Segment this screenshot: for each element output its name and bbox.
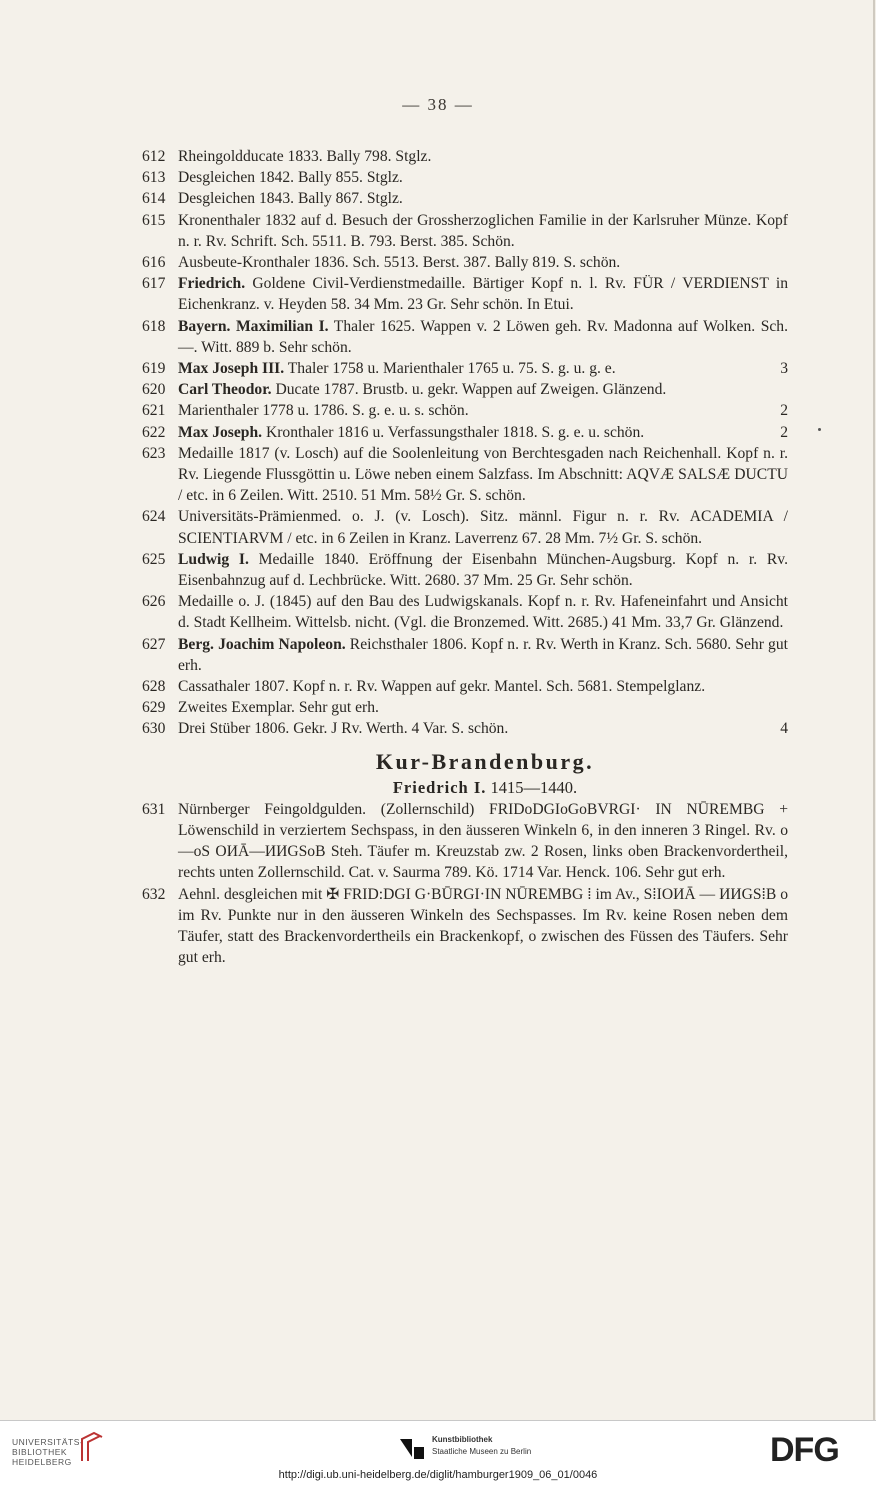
ruler-years: 1415—1440. <box>490 777 578 797</box>
university-logo-icon <box>78 1431 106 1465</box>
dfg-logo: DFG <box>770 1431 839 1469</box>
catalog-entry <box>142 273 788 315</box>
entry-label: Max Joseph. <box>178 423 263 441</box>
entry-label: Berg. Joachim Napoleon. <box>178 635 346 653</box>
entry-number: 623 <box>142 444 166 462</box>
catalog-entry <box>142 697 788 718</box>
catalog-entry <box>142 443 788 507</box>
catalog-entry <box>142 422 788 443</box>
margin-mark <box>818 428 821 431</box>
entry-count: 2 <box>780 402 788 420</box>
entry-text <box>178 358 788 379</box>
section-title: Kur-Brandenburg. <box>375 748 595 774</box>
entry-text <box>178 443 788 507</box>
entry-description: Ducate 1787. Brustb. u. gekr. Wappen auf Zweigen. Glänzend. <box>271 381 667 399</box>
entry-number: 624 <box>142 508 166 526</box>
entry-number: 629 <box>142 699 166 717</box>
catalog-entry <box>142 210 788 252</box>
entry-label: Max Joseph III. <box>178 360 285 378</box>
entry-number: 632 <box>142 885 166 903</box>
entry-number: 619 <box>142 360 166 378</box>
catalog-entry <box>142 146 788 167</box>
entry-text <box>178 697 788 718</box>
catalog-entry <box>142 718 788 739</box>
entry-count: 3 <box>780 360 788 378</box>
page-number: — 38 — <box>402 95 474 114</box>
entry-text <box>178 718 788 739</box>
catalog-entry <box>142 884 788 969</box>
entry-description: Kronthaler 1816 u. Verfassungsthaler 1818. S. g. e. u. schön. <box>262 423 645 441</box>
catalog-entry <box>142 676 788 697</box>
entry-description: Cassathaler 1807. Kopf n. r. Rv. Wappen auf gekr. Mantel. Sch. 5681. Stempelglanz. <box>178 678 706 696</box>
entry-number: 615 <box>142 211 166 229</box>
catalog-entry <box>142 591 788 633</box>
entry-number: 631 <box>142 800 166 818</box>
entry-number: 621 <box>142 402 166 420</box>
entry-text <box>178 506 788 548</box>
entry-description: Reichsthaler 1806. Kopf n. r. Rv. Werth in Kranz. Sch. 5680. Sehr gut erh. <box>178 635 788 674</box>
entry-text <box>178 316 788 358</box>
catalog-entry <box>142 252 788 273</box>
viewer-footer <box>0 1420 876 1486</box>
entry-description: Aehnl. desgleichen mit ✠ FRID:DGI G·BŪRGI·IN NŪREMBG ⁞ im Av., S⁞IOИĀ — ИИGS⁞B o im Rv. Punkte nur in den äusseren Winkeln des Sechspasses. Im Rv. keine Rosen neben dem Täufer, statt des Brackenvordertheils ein Brackenkopf, o zwischen des Füssen des Täufers. Sehr gut erh. <box>178 885 788 967</box>
catalog-entry <box>142 634 788 676</box>
entry-label: Ludwig I. <box>178 550 249 568</box>
kunstbibliothek-text: Kunstbibliothek Staatliche Museen zu Berlin <box>432 1435 532 1456</box>
entry-description: Goldene Civil-Verdienstmedaille. Bärtiger Kopf n. l. Rv. FÜR / VERDIENST in Eichenkranz. v. Heyden 58. 34 Mm. 23 Gr. Sehr schön. In Etui. <box>178 275 788 314</box>
catalog-entry <box>142 506 788 548</box>
entry-number: 618 <box>142 317 166 335</box>
ruler-name: Friedrich I. <box>392 777 487 797</box>
entry-number: 622 <box>142 423 166 441</box>
entry-description: Thaler 1625. Wappen v. 2 Löwen geh. Rv. Madonna auf Wolken. Sch. —. Witt. 889 b. Sehr schön. <box>178 317 788 356</box>
entry-number: 612 <box>142 148 166 165</box>
entry-description: Medaille 1840. Eröffnung der Eisenbahn München-Augsburg. Kopf n. r. Rv. Eisenbahnzug auf d. Lechbrücke. Witt. 2680. 37 Mm. 25 Gr. Sehr schön. <box>178 550 788 590</box>
entry-text <box>178 379 788 400</box>
catalog-entry <box>142 188 788 209</box>
entry-text <box>178 884 788 969</box>
entry-number: 630 <box>142 720 166 738</box>
entry-text <box>178 188 788 209</box>
entry-label: Bayern. Maximilian I. <box>178 317 329 335</box>
entry-description: Thaler 1758 u. Marienthaler 1765 u. 75. S. g. u. g. e. <box>284 360 616 378</box>
source-url[interactable]: http://digi.ub.uni-heidelberg.de/diglit/hamburger1909_06_01/0046 <box>278 1469 598 1481</box>
entry-text <box>178 634 788 676</box>
entry-description: Zweites Exemplar. Sehr gut erh. <box>178 699 379 717</box>
entry-text <box>178 549 788 591</box>
entry-description: Ausbeute-Kronthaler 1836. Sch. 5513. Berst. 387. Bally 819. S. schön. <box>178 254 621 272</box>
entry-text <box>178 676 788 697</box>
entry-description: Universitäts-Prämienmed. o. J. (v. Losch). Sitz. männl. Figur n. r. Rv. ACADEMIA / SCIENTIARVM / etc. in 6 Zeilen in Kranz. Laverrenz 67. 28 Mm. 7½ Gr. S. schön. <box>178 508 788 547</box>
entry-text <box>178 591 788 633</box>
entry-text <box>178 422 788 443</box>
catalog-entries <box>142 146 788 968</box>
entry-list-top <box>142 146 788 740</box>
entry-list-bottom <box>142 799 788 969</box>
entry-count: 2 <box>780 423 788 441</box>
entry-count: 4 <box>780 720 788 738</box>
entry-text <box>178 273 788 315</box>
entry-number: 627 <box>142 635 166 653</box>
catalog-entry <box>142 549 788 591</box>
entry-number: 617 <box>142 275 166 293</box>
entry-description: Marienthaler 1778 u. 1786. S. g. e. u. s. schön. <box>178 402 469 420</box>
entry-number: 625 <box>142 550 166 568</box>
entry-number: 614 <box>142 190 166 208</box>
entry-text <box>178 146 788 167</box>
catalog-entry <box>142 167 788 188</box>
catalog-entry <box>142 379 788 400</box>
entry-number: 616 <box>142 254 166 272</box>
entry-label: Carl Theodor. <box>178 381 272 399</box>
entry-text <box>178 400 788 421</box>
entry-description: Kronenthaler 1832 auf d. Besuch der Grossherzoglichen Familie in der Karlsruher Münze. Kopf n. r. Rv. Schrift. Sch. 5511. B. 793. Berst. 385. Schön. <box>178 211 788 250</box>
section-subheading <box>142 778 788 798</box>
entry-number: 620 <box>142 381 166 399</box>
entry-number: 613 <box>142 169 166 187</box>
entry-description: Drei Stüber 1806. Gekr. J Rv. Werth. 4 Var. S. schön. <box>178 720 509 738</box>
entry-text <box>178 210 788 252</box>
catalog-entry <box>142 316 788 358</box>
entry-description: Rheingoldducate 1833. Bally 798. Stglz. <box>178 148 432 165</box>
kunstbibliothek-logo-icon <box>398 1435 426 1461</box>
entry-description: Desgleichen 1842. Bally 855. Stglz. <box>178 169 403 187</box>
entry-description: Nürnberger Feingoldgulden. (Zollernschild) FRIDoDGIoGoBVRGI· IN NŪREMBG + Löwenschild in verziertem Sechspass, in den äusseren Winkeln 6, in den inneren 3 Ringel. Rv. o—oS OИĀ—ИИGSoB Steh. Täufer m. Kreuzstab zw. 2 Rosen, links oben Brackenvordertheil, rechts unten Zollernschild. Cat. v. Saurma 789. Kö. 1714 Var. Henck. 106. Sehr gut erh. <box>178 800 788 882</box>
entry-text <box>178 252 788 273</box>
entry-text <box>178 799 788 884</box>
entry-description: Medaille o. J. (1845) auf den Bau des Ludwigskanals. Kopf n. r. Rv. Hafeneinfahrt und Ansicht d. Stadt Kellheim. Wittelsb. nicht. (Vgl. die Bronzemed. Witt. 2685.) 41 Mm. 33,7 Gr. Glänzend. <box>178 593 788 632</box>
entry-description: Desgleichen 1843. Bally 867. Stglz. <box>178 190 403 208</box>
entry-description: Medaille 1817 (v. Losch) auf die Soolenleitung von Berchtesgaden nach Reichenhall. Kopf n. r. Rv. Liegende Flussgöttin u. Löwe neben einem Salzfass. Im Abschnitt: AQVÆ SALSÆ DUCTU / etc. in 6 Zeilen. Witt. 2510. 51 Mm. 58½ Gr. S. schön. <box>178 444 788 505</box>
catalog-entry <box>142 799 788 884</box>
catalog-entry <box>142 358 788 379</box>
entry-text <box>178 167 788 188</box>
catalog-entry <box>142 400 788 421</box>
university-library-name: UNIVERSITÄTS- BIBLIOTHEK HEIDELBERG <box>12 1437 84 1467</box>
entry-number: 628 <box>142 678 166 696</box>
entry-label: Friedrich. <box>178 275 246 293</box>
entry-number: 626 <box>142 593 166 611</box>
